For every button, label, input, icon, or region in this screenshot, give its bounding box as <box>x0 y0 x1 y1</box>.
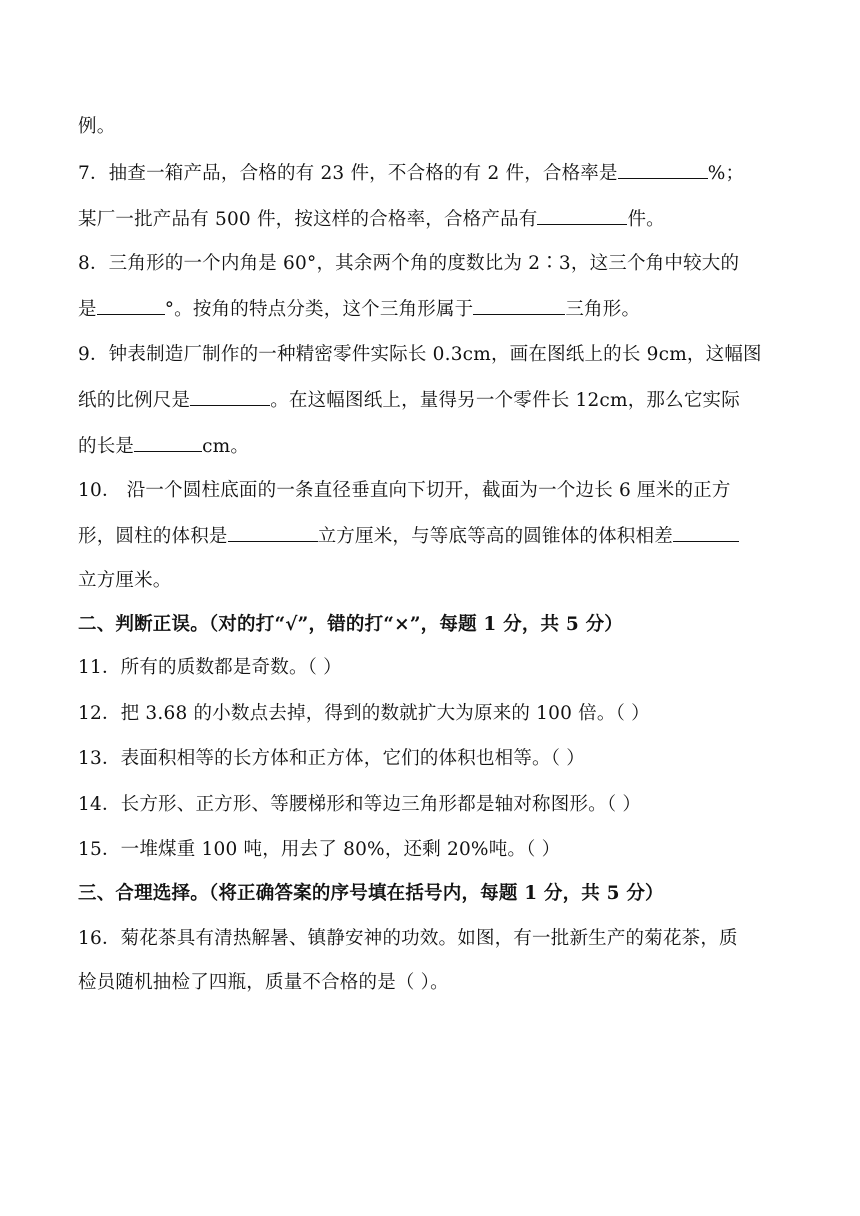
question-10-line-1 <box>78 478 788 504</box>
answer-blank[interactable] <box>537 206 627 225</box>
question-9-line-3 <box>78 433 788 460</box>
answer-blank[interactable] <box>134 433 202 452</box>
line-text: 纸的比例尺是 <box>78 390 191 411</box>
line-text: 三角形。 <box>565 299 641 320</box>
question-8-line-2 <box>78 296 788 323</box>
text-line-continuation <box>78 114 788 140</box>
line-text: 是 <box>78 299 97 320</box>
heading-text: 三、合理选择。（将正确答案的序号填在括号内，每题 1 分，共 5 分） <box>78 883 664 904</box>
line-text: °。按角的特点分类，这个三角形属于 <box>164 299 474 320</box>
line-text: 12．把 3.68 的小数点去掉，得到的数就扩大为原来的 100 倍。（ ） <box>78 703 650 724</box>
question-10-line-3 <box>78 568 788 594</box>
question-9-line-1 <box>78 342 788 368</box>
line-text: 。在这幅图纸上，量得另一个零件长 12cm，那么它实际 <box>270 390 740 411</box>
line-text: 立方厘米。 <box>78 570 172 591</box>
question-8-line-1 <box>78 251 788 277</box>
question-10-line-2 <box>78 523 788 550</box>
question-16-line-2 <box>78 970 788 996</box>
section-heading-multiple-choice <box>78 881 788 907</box>
line-text: 11．所有的质数都是奇数。（ ） <box>78 657 342 678</box>
line-text: 某厂一批产品有 500 件，按这样的合格率，合格产品有 <box>78 209 538 230</box>
question-14 <box>78 792 788 818</box>
question-9-line-2 <box>78 387 788 414</box>
question-15 <box>78 837 788 863</box>
line-text: 16．菊花茶具有清热解暑、镇静安神的功效。如图，有一批新生产的菊花茶，质 <box>78 928 738 949</box>
answer-blank[interactable] <box>673 523 739 542</box>
question-7-line-1 <box>78 160 788 187</box>
line-text: %； <box>707 163 745 184</box>
line-text: 8．三角形的一个内角是 60°，其余两个角的度数比为 2∶3，这三个角中较大的 <box>78 253 740 274</box>
line-text: 立方厘米，与等底等高的圆锥体的体积相差 <box>317 526 673 547</box>
question-16-line-1 <box>78 926 788 952</box>
section-heading-true-false <box>78 612 788 638</box>
line-text: 15．一堆煤重 100 吨，用去了 80%，还剩 20%吨。（ ） <box>78 839 561 860</box>
answer-blank[interactable] <box>228 523 318 542</box>
answer-blank[interactable] <box>190 387 270 406</box>
line-text: 10． 沿一个圆柱底面的一条直径垂直向下切开，截面为一个边长 6 厘米的正方 <box>78 480 731 501</box>
question-7-line-2 <box>78 206 788 233</box>
line-text: 13．表面积相等的长方体和正方体，它们的体积也相等。（ ） <box>78 748 585 769</box>
line-text: 例。 <box>78 116 116 137</box>
line-text: cm。 <box>202 436 250 457</box>
answer-blank[interactable] <box>473 296 565 315</box>
line-text: 件。 <box>627 209 665 230</box>
question-13 <box>78 746 788 772</box>
line-text: 的长是 <box>78 436 135 457</box>
line-text: 检员随机抽检了四瓶，质量不合格的是（ ）。 <box>78 972 449 993</box>
line-text: 7．抽查一箱产品，合格的有 23 件，不合格的有 2 件，合格率是 <box>78 163 618 184</box>
line-text: 9．钟表制造厂制作的一种精密零件实际长 0.3cm，画在图纸上的长 9cm，这幅图 <box>78 344 762 365</box>
line-text: 14．长方形、正方形、等腰梯形和等边三角形都是轴对称图形。（ ） <box>78 794 642 815</box>
question-12 <box>78 701 788 727</box>
question-11 <box>78 655 788 681</box>
answer-blank[interactable] <box>97 296 165 315</box>
heading-text: 二、判断正误。（对的打“√”，错的打“×”，每题 1 分，共 5 分） <box>78 614 623 635</box>
answer-blank[interactable] <box>618 160 708 179</box>
line-text: 形，圆柱的体积是 <box>78 526 228 547</box>
